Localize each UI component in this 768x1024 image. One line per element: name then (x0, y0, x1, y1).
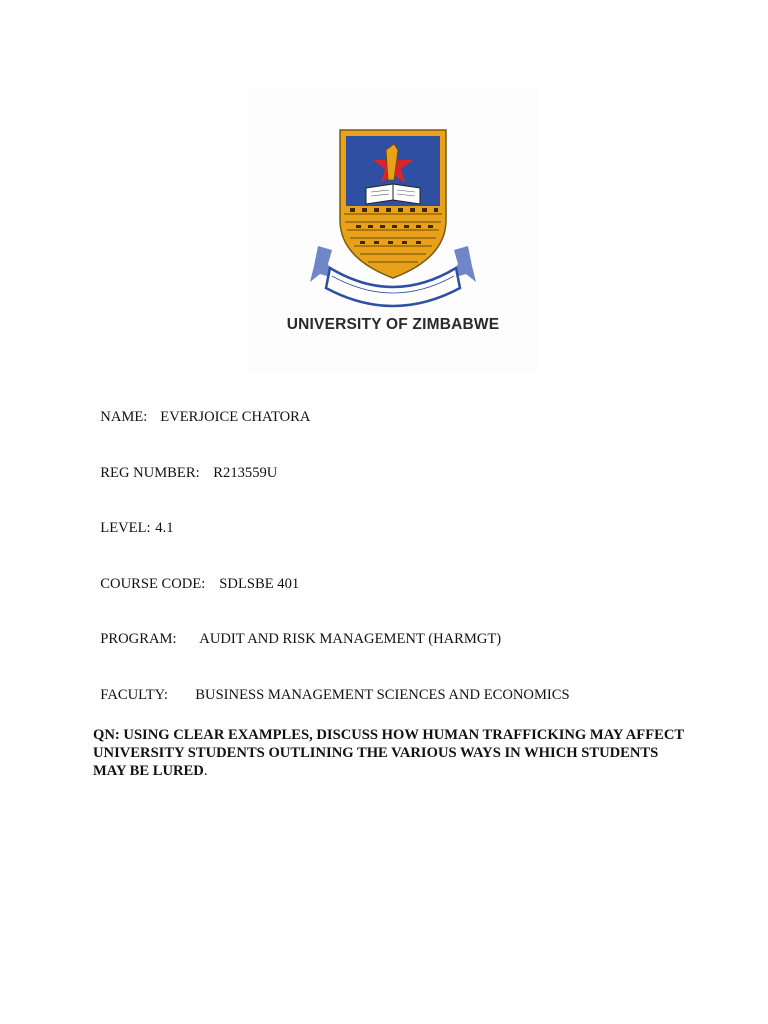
course-code-field (93, 559, 299, 593)
faculty-field (93, 670, 570, 704)
reg-number-field (93, 448, 277, 482)
level-label: LEVEL: (100, 520, 151, 536)
faculty-label: FACULTY: (100, 687, 168, 703)
name-label: NAME: (100, 409, 148, 425)
assignment-question (93, 726, 693, 780)
name-value: EVERJOICE CHATORA (160, 409, 311, 425)
level-value: 4.1 (155, 520, 174, 536)
university-wordmark: UNIVERSITY OF ZIMBABWE (286, 316, 500, 333)
course-code-label: COURSE CODE: (100, 576, 206, 592)
program-label: PROGRAM: (100, 631, 177, 647)
reg-number-value: R213559U (213, 465, 278, 481)
program-value: AUDIT AND RISK MANAGEMENT (HARMGT) (199, 631, 502, 647)
course-code-value: SDLSBE 401 (219, 576, 300, 592)
faculty-value: BUSINESS MANAGEMENT SCIENCES AND ECONOMICS (195, 687, 570, 703)
question-text: QN: USING CLEAR EXAMPLES, DISCUSS HOW HUMAN TRAFFICKING MAY AFFECT UNIVERSITY STUDENTS OUTLINING THE VARIOUS WAYS IN WHICH STUDENTS MAY BE LURED (93, 727, 684, 779)
university-logo (248, 88, 538, 373)
program-field (93, 614, 501, 648)
name-field (93, 392, 310, 426)
reg-number-label: REG NUMBER: (100, 465, 200, 481)
university-crest-icon (248, 88, 538, 318)
level-field (93, 503, 174, 537)
question-period: . (203, 763, 208, 779)
